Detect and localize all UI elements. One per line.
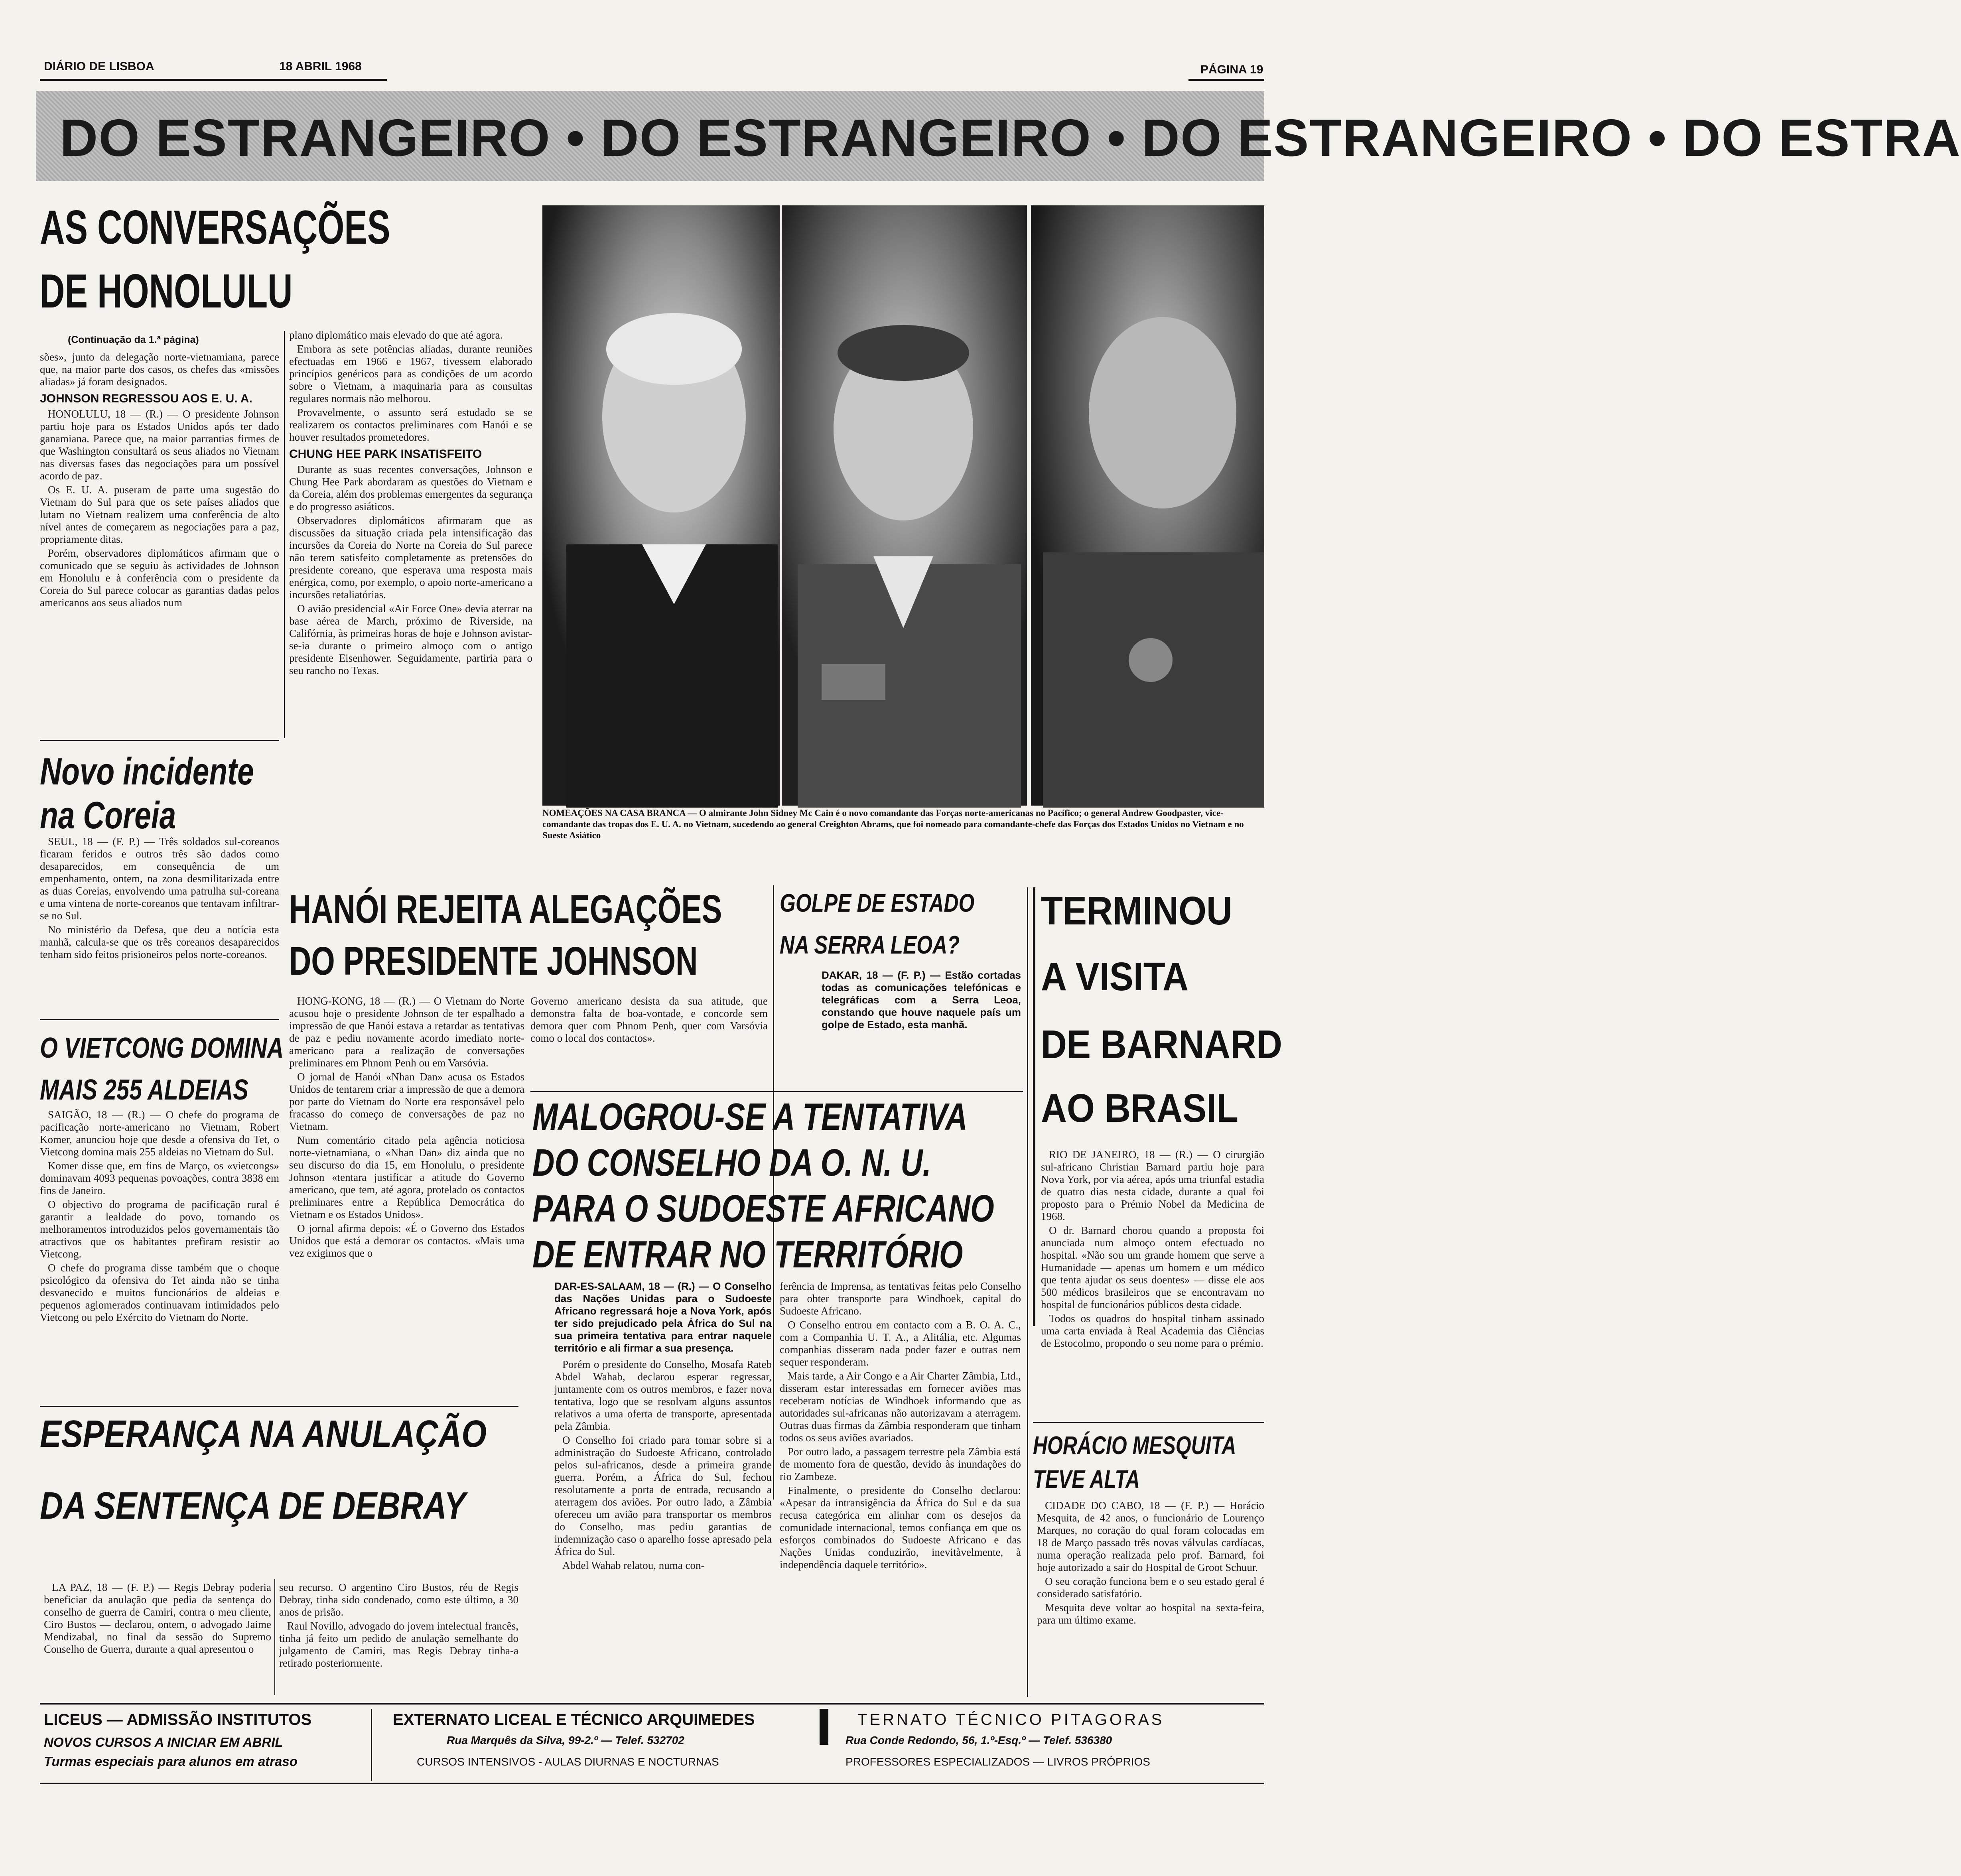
paragraph: CIDADE DO CABO, 18 — (F. P.) — Horácio Mesquita, de 42 anos, o funcionário de Lourenço Marques, no coração do qual foram colocadas em 18 de Março passado três novas válvulas cardíacas, numa operação realizada pelo prof. Barnard, foi hoje autorizado a sair do Hospital de Groot Schuur.: [1037, 1500, 1264, 1573]
photo-mccain: [542, 205, 780, 806]
paragraph: No ministério da Defesa, que deu a notícia esta manhã, calcula-se que os três coreanos desaparecidos tenham sido feitos prisioneiros pelos norte-coreanos.: [40, 924, 279, 960]
paragraph: HONG-KONG, 18 — (R.) — O Vietnam do Norte acusou hoje o presidente Johnson de ter espalhado a impressão de que Hanói estava a retardar as tentativas de paz e pediu novamente acordo imediato norte-americano para a realização de conversações preliminares em Phnom Penh ou em Varsóvia.: [289, 995, 524, 1069]
hanoi-title-line2: DO PRESIDENTE JOHNSON: [289, 939, 698, 983]
serraleoa-title-line2: NA SERRA LEOA?: [780, 930, 960, 959]
section-rule: [530, 1091, 1023, 1092]
portrait-silhouette-icon: [1031, 205, 1264, 806]
debray-title-line1: ESPERANÇA NA ANULAÇÃO: [40, 1413, 487, 1455]
paragraph: Por outro lado, a passagem terrestre pela Zâmbia está de momento fora de questão, devido às inundações do rio Zambeze.: [780, 1446, 1021, 1482]
coreia-body: [40, 836, 279, 961]
ad-pitagoras-address: Rua Conde Redondo, 56, 1.º-Esq.º — Telef. 536380: [845, 1734, 1112, 1746]
paragraph: Porém, observadores diplomáticos afirmam que o comunicado que se seguiu às actividades de Johnson em Honolulu e à conferência com o presidente da Coreia do Sul parece colocar as garantias dadas pelos americanos aos seus aliados num: [40, 547, 279, 609]
paragraph: SAIGÃO, 18 — (R.) — O chefe do programa de pacificação norte-americano no Vietnam, Robert Komer, anunciou hoje que desde a ofensiva do Tet, o Vietcong domina mais 255 aldeias no Vietnam do Sul.: [40, 1109, 279, 1158]
ad-arquimedes-address: Rua Marquês da Silva, 99-2.º — Telef. 532702: [447, 1734, 684, 1746]
header-rule-left: [40, 79, 387, 81]
hanoi-column-1: [289, 995, 524, 1259]
honolulu-title-line2: DE HONOLULU: [40, 264, 293, 318]
paragraph: Todos os quadros do hospital tinham assinado uma carta enviada à Real Academia das Ciências de Estocolmo, propondo o seu nome para o prémio.: [1041, 1312, 1264, 1349]
vietcong-body: [40, 1109, 279, 1324]
ad-pitagoras-title: TERNATO TÉCNICO PITAGORAS: [857, 1711, 1165, 1728]
barnard-title-line4: AO BRASIL: [1041, 1086, 1238, 1131]
barnard-title-line1: TERMINOU: [1041, 889, 1232, 933]
lead-paragraph: DAR-ES-SALAAM, 18 — (R.) — O Conselho das Nações Unidas para o Sudoeste Africano regressará hoje a Nova York, após ter sido prejudicado pela África do Sul na sua primeira tentativa para entrar naquele território e ali firmar a sua presença.: [554, 1280, 772, 1354]
paragraph: Abdel Wahab relatou, numa con-: [562, 1559, 705, 1571]
paragraph: Raul Novillo, advogado do jovem intelectual francês, tinha já feito um pedido de anulação semelhante do julgamento de Camiri, mas Regis Debray tinha-a retirado posteriormente.: [279, 1620, 518, 1669]
honolulu-title-line1: AS CONVERSAÇÕES: [40, 201, 390, 254]
vietcong-title-line2: MAIS 255 ALDEIAS: [40, 1074, 248, 1106]
paragraph: DAKAR, 18 — (F. P.) — Estão cortadas todas as comunicações telefónicas e telegráficas com a Serra Leoa, constando que houve naquele país um golpe de Estado, esta manhã.: [822, 969, 1021, 1031]
newspaper-name: DIÁRIO DE LISBOA: [44, 60, 154, 73]
paragraph: O Conselho foi criado para tomar sobre si a administração do Sudoeste Africano, controlado pelos sul-africanos, desde a primeira grande guerra. Porém, a África do Sul, fechou resolutamente a porta de entrada, recusando a aterragem dos aviões. Por outro lado, a Zâmbia ofereceu um avião para transportar os membros do Conselho, mas pediu garantias de indemnização caso o aparelho fosse apresado pela África do Sul.: [554, 1434, 772, 1557]
hanoi-title-line1: HANÓI REJEITA ALEGAÇÕES: [289, 887, 722, 932]
paragraph: Num comentário citado pela agência noticiosa norte-vietnamiana, o «Nhan Dan» diz ainda que no seu discurso do dia 15, em Honolulu, o presidente Johnson «tentara justificar a atitude do Governo americano, que tem, até agora, protelado os contactos preliminares entre a República Democrática do Vietnam e os Estados Unidos».: [289, 1134, 524, 1220]
ad-liceus-line2: Turmas especiais para alunos em atraso: [44, 1754, 298, 1769]
paragraph: ferência de Imprensa, as tentativas feitas pelo Conselho para obter transporte para Windhoek, capital do Sudoeste Africano.: [780, 1280, 1021, 1317]
photo-caption: [542, 808, 1264, 841]
paragraph: O avião presidencial «Air Force One» devia aterrar na base aérea de March, próximo de Riverside, na Califórnia, às primeiras horas de hoje e Johnson avistar-se-ia durante o primeiro almoço com o antigo presidente Eisenhower. Seguidamente, partiria para o seu rancho no Texas.: [289, 603, 532, 676]
barnard-title-line2: A VISITA: [1041, 954, 1189, 999]
ad-arquimedes-courses: CURSOS INTENSIVOS - AULAS DIURNAS E NOCTURNAS: [417, 1756, 719, 1768]
subheading: CHUNG HEE PARK INSATISFEITO: [289, 447, 482, 461]
paragraph: O objectivo do programa de pacificação rural é garantir a lealdade do povo, tornando os melhoramentos introduzidos pelos governamentais tão atractivos que os habitantes prefiram resistir ao Vietcong.: [40, 1198, 279, 1260]
paragraph: Durante as suas recentes conversações, Johnson e Chung Hee Park abordaram as questões do Vietnam e da Coreia, além dos problemas emergentes da segurança e do progresso asiáticos.: [289, 463, 532, 512]
honolulu-column-1: [40, 351, 279, 609]
honolulu-column-2: [289, 329, 532, 677]
barnard-side-rule: [1033, 887, 1035, 1326]
paragraph: Provavelmente, o assunto será estudado se se realizarem os contactos preliminares com Hanói e se houver resultados prometedores.: [289, 406, 532, 443]
paragraph: Embora as sete potências aliadas, durante reuniões efectuadas em 1966 e 1967, tivessem elaborado princípios genéricos para as condições de um acordo sobre o Vietnam, a maquinaria para as consultas regulares normais não melhorou.: [289, 343, 532, 404]
vietcong-title-line1: O VIETCONG DOMINA: [40, 1032, 284, 1064]
ad-black-bar: [820, 1709, 828, 1745]
paragraph: LA PAZ, 18 — (F. P.) — Regis Debray poderia beneficiar da anulação que pedia da sentença do conselho de guerra de Camiri, contra o meu cliente, Ciro Bustos — declarou, ontem, o advogado Jaime Mendizabal, no final da sessão do Supremo Conselho de Guerra, durante a qual apresentou o: [44, 1581, 271, 1655]
coreia-title-line2: na Coreia: [40, 794, 176, 837]
section-rule: [40, 740, 279, 741]
debray-column-1: [44, 1581, 271, 1655]
ad-pitagoras: [834, 1711, 1264, 1779]
barnard-title-line3: DE BARNARD: [1041, 1022, 1282, 1067]
paragraph: O dr. Barnard chorou quando a proposta foi anunciada num almoço ontem efectuado no hospital. «Não sou um grande homem que serve a Humanidade — apenas um homem e um médico que tenta ajudar os seus doentes» — disse ele aos 500 médicos brasileiros que se encontravam no hospital de funcionários públicos desta cidade.: [1041, 1224, 1264, 1310]
column-rule: [284, 331, 285, 738]
paragraph: RIO DE JANEIRO, 18 — (R.) — O cirurgião sul-africano Christian Barnard partiu hoje para Nova York, por via aérea, após uma triunfal estadia de quatro dias nesta cidade, durante a qual foi proposto para o Prémio Nobel da Medicina de 1968.: [1041, 1149, 1264, 1222]
photo-goodpaster: [782, 205, 1027, 806]
paragraph: Os E. U. A. puseram de parte uma sugestão do Vietnam do Sul para que os sete países aliados que lutam no Vietnam realizem uma conferência de alto nível antes de começarem as negociações para a paz, propriamente ditas.: [40, 484, 279, 545]
paragraph: Finalmente, o presidente do Conselho declarou: «Apesar da intransigência da África do Sul e da sua recusa categórica em alinhar com os desejos da comunidade internacional, temos confiança em que os esforços combinados do Sudoeste Africano e das Nações Unidas conduzirão, inevitàvelmente, à independência daquele território».: [780, 1484, 1021, 1571]
paragraph: O jornal afirma depois: «É o Governo dos Estados Unidos que está a demorar os contactos. «Mais uma vez exigimos que o: [289, 1222, 524, 1259]
ads-bottom-rule: [40, 1783, 1264, 1784]
paragraph: O chefe do programa disse também que o choque psicológico da ofensiva do Tet ainda não se tinha desvanecido e muitos funcionários de aldeias e pequenos aglomerados continuavam intimidados pelo Vietcong ou pelo Exército do Vietnam do Norte.: [40, 1262, 279, 1323]
banner-text: DO ESTRANGEIRO • DO ESTRANGEIRO • DO ESTRANGEIRO • DO ESTRA: [60, 108, 1961, 167]
paragraph: Mais tarde, a Air Congo e a Air Charter Zâmbia, Ltd., disseram estar interessadas em fornecer aviões mas receberam notícias de Windhoek informando que as autoridades sul-africanas não autorizavam a aterragem. Outras duas firmas da Zâmbia responderam que tinham todos os seus aviões avariados.: [780, 1370, 1021, 1444]
serraleoa-body: [822, 969, 1021, 1031]
onu-column-2: [780, 1280, 1021, 1571]
section-rule: [1033, 1422, 1264, 1423]
column-rule: [274, 1579, 275, 1695]
paragraph: SEUL, 18 — (F. P.) — Três soldados sul-coreanos ficaram feridos e outros três são dados como desaparecidos, em consequência de um empenhamento, ontem, na zona desmilitarizada entre as duas Coreias, envolvendo uma patrulha sul-coreana e uma vintena de norte-coreanos que tentavam infiltrar-se no Sul.: [40, 836, 279, 922]
paragraph: Governo americano desista da sua atitude, que demonstra falta de boa-vontade, e concorde sem demora quer com Phnom Penh, quer com Varsóvia como o local dos contactos».: [530, 995, 768, 1044]
serraleoa-title-line1: GOLPE DE ESTADO: [780, 889, 975, 917]
paragraph: HONOLULU, 18 — (R.) — O presidente Johnson partiu hoje para os Estados Unidos após ter dado ganamiana. Parece que, na maior parrantias firmes de que Washington consultará os seus aliados no Vietnam nas diversas fases das negociações para um possível acordo de paz.: [40, 408, 279, 482]
ad-liceus-line1: NOVOS CURSOS A INICIAR EM ABRIL: [44, 1735, 283, 1750]
onu-column-1: [554, 1280, 772, 1572]
paragraph: O jornal de Hanói «Nhan Dan» acusa os Estados Unidos de tentarem criar a impressão de que a demora por parte do Vietnam do Norte era responsável pelo fracasso do começo de conversações de paz no Vietnam.: [289, 1071, 524, 1132]
header-rule-right: [1188, 79, 1264, 81]
mesquita-title-line2: TEVE ALTA: [1033, 1465, 1140, 1494]
ad-arquimedes-title: EXTERNATO LICEAL E TÉCNICO ARQUIMEDES: [393, 1711, 755, 1728]
portrait-silhouette-icon: [542, 205, 780, 806]
paragraph: plano diplomático mais elevado do que até agora.: [289, 329, 503, 341]
ads-top-rule: [40, 1703, 1264, 1705]
caption-text: — O almirante John Sidney Mc Cain é o novo comandante das Forças norte-americanas no Pacífico; o general Andrew Goodpaster, vice-comandante das tropas dos E. U. A. no Vietnam, sucedendo ao general Creighton Abrams, que foi nomeado para comandante-chefe das Forças dos Estados Unidos no Vietnam e no Sueste Asiático: [542, 808, 1244, 840]
paragraph: sões», junto da delegação norte-vietnamiana, parece que, na maior parte dos casos, os chefes das «missões aliadas» já foram designados.: [40, 351, 279, 388]
paragraph: Komer disse que, em fins de Março, os «vietcongs» dominavam 4093 pequenas povoações, contra 3838 em fins de Janeiro.: [40, 1160, 279, 1196]
onu-title-line3: PARA O SUDOESTE AFRICANO: [532, 1187, 994, 1230]
ad-divider: [371, 1709, 372, 1781]
barnard-body: [1041, 1149, 1264, 1350]
paragraph: Porém o presidente do Conselho, Mosafa Rateb Abdel Wahab, declarou esperar regressar, juntamente com os outros membros, e fazer nova tentativa, logo que se resolvam alguns assuntos relativos a uma oferta de transporte, apresentada pela Zâmbia.: [554, 1358, 772, 1432]
portrait-silhouette-icon: [782, 205, 1027, 806]
ad-liceus: [40, 1711, 391, 1779]
ad-pitagoras-courses: PROFESSORES ESPECIALIZADOS — LIVROS PRÓPRIOS: [845, 1756, 1150, 1768]
section-banner: [36, 91, 1961, 181]
onu-title-line4: DE ENTRAR NO TERRITÓRIO: [532, 1233, 963, 1276]
paragraph: O seu coração funciona bem e o seu estado geral é considerado satisfatório.: [1037, 1575, 1264, 1600]
debray-title-line2: DA SENTENÇA DE DEBRAY: [40, 1484, 466, 1527]
issue-date: 18 ABRIL 1968: [279, 60, 362, 73]
ad-liceus-title: LICEUS — ADMISSÃO INSTITUTOS: [44, 1711, 312, 1728]
section-rule: [40, 1019, 279, 1020]
paragraph: seu recurso. O argentino Ciro Bustos, réu de Regis Debray, tinha sido condenado, como este último, a 30 anos de prisão.: [279, 1581, 518, 1618]
coreia-title-line1: Novo incidente: [40, 750, 254, 793]
paragraph: Observadores diplomáticos afirmaram que as discussões da situação criada pela intensificação das incursões da Coreia do Norte na Coreia do Sul parece não terem satisfeito completamente as pretensões do presidente coreano, que esperava uma resposta mais enérgica, como, por exemplo, o apoio norte-americano a incursões retaliatórias.: [289, 514, 532, 601]
photo-abrams: [1031, 205, 1264, 806]
onu-title-line1: MALOGROU-SE A TENTATIVA: [532, 1096, 968, 1138]
ad-arquimedes: [377, 1711, 816, 1779]
hanoi-column-2: [530, 995, 768, 1044]
caption-head: NOMEAÇÕES NA CASA BRANCA: [542, 808, 686, 818]
continuation-note: (Continuação da 1.ª página): [68, 334, 199, 345]
mesquita-body: [1037, 1500, 1264, 1626]
paragraph: Mesquita deve voltar ao hospital na sexta-feira, para um último exame.: [1037, 1602, 1264, 1626]
paragraph: O Conselho entrou em contacto com a B. O. A. C., com a Companhia U. T. A., a Alitália, etc. Algumas companhias disseram nada poder fazer e outras nem sequer responderam.: [780, 1319, 1021, 1368]
debray-column-2: [279, 1581, 518, 1669]
page-number: PÁGINA 19: [1200, 63, 1263, 76]
subheading: JOHNSON REGRESSOU AOS E. U. A.: [40, 392, 252, 405]
mesquita-title-line1: HORÁCIO MESQUITA: [1033, 1431, 1236, 1460]
section-rule: [40, 1406, 518, 1407]
onu-title-line2: DO CONSELHO DA O. N. U.: [532, 1141, 931, 1184]
column-rule: [1027, 887, 1028, 1697]
